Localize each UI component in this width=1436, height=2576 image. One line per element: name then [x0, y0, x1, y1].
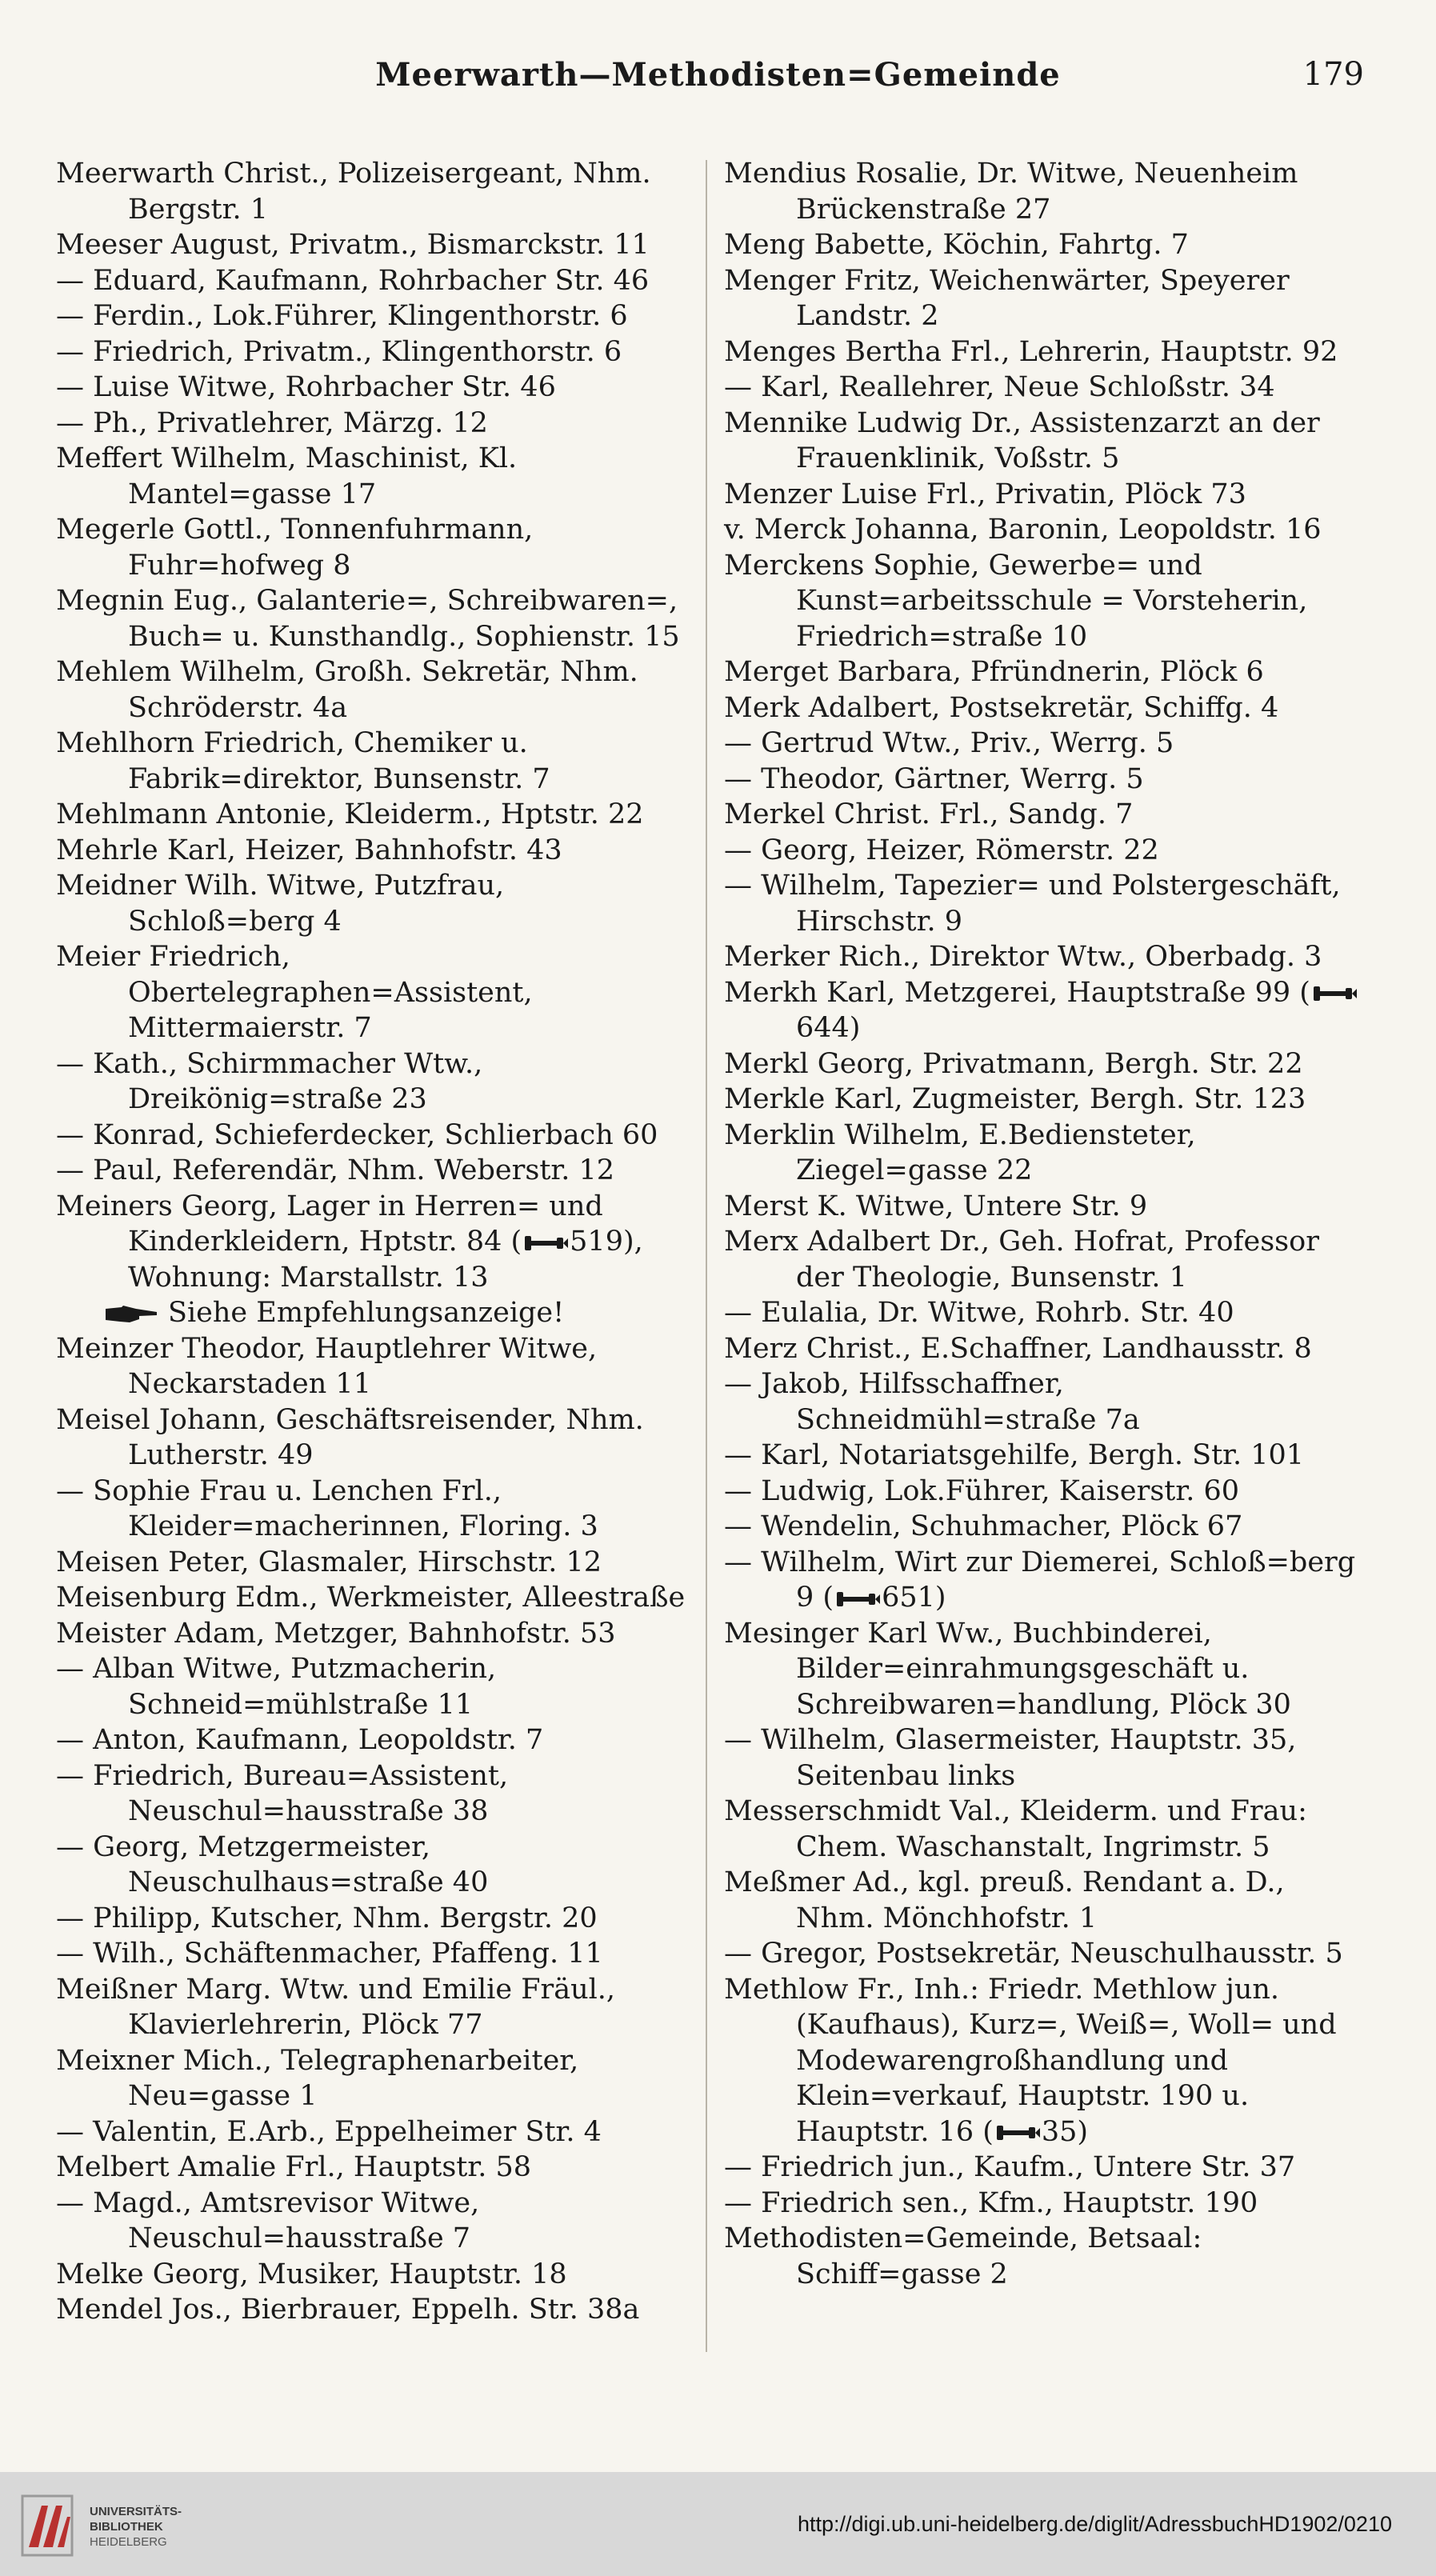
directory-entry: Merk Adalbert, Postsekretär, Schiffg. 4: [724, 691, 1279, 724]
directory-entry: — Magd., Amtsrevisor Witwe, Neuschul=hausstraße 7: [56, 2186, 480, 2254]
directory-entry: — Georg, Heizer, Römerstr. 22: [724, 834, 1159, 866]
directory-entry: — Alban Witwe, Putzmacherin, Schneid=mühlstraße 11: [56, 1653, 497, 1721]
directory-entry: — Wilhelm, Tapezier= und Polstergeschäft, Hirschstr. 9: [724, 870, 1341, 938]
directory-entry: Meisel Johann, Geschäftsreisender, Nhm. Lutherstr. 49: [56, 1403, 644, 1471]
directory-entry: — Friedrich, Privatm., Klingenthorstr. 6: [56, 335, 622, 368]
directory-entry: — Friedrich, Bureau=Assistent, Neuschul=hausstraße 38: [56, 1759, 509, 1827]
phone-number: 651): [882, 1582, 946, 1614]
directory-entry: — Wilh., Schäftenmacher, Pfaffeng. 11: [56, 1938, 603, 1970]
phone-number: 644): [796, 1012, 861, 1044]
directory-entry: Mehlmann Antonie, Kleiderm., Hptstr. 22: [56, 798, 644, 830]
directory-entry: Megerle Gottl., Tonnenfuhrmann, Fuhr=hofweg 8: [56, 514, 534, 582]
column-divider: [706, 160, 707, 2352]
directory-entry: Meixner Mich., Telegraphenarbeiter, Neu=gasse 1: [56, 2044, 579, 2112]
directory-entry: — Karl, Reallehrer, Neue Schloßstr. 34: [724, 371, 1275, 403]
directory-entry: — Gertrud Wtw., Priv., Werrg. 5: [724, 727, 1174, 759]
directory-entry: — Wendelin, Schuhmacher, Plöck 67: [724, 1510, 1243, 1542]
directory-entry: Mennike Ludwig Dr., Assistenzarzt an der Frauenklinik, Voßstr. 5: [724, 406, 1320, 474]
directory-entry: Merkh Karl, Metzgerei, Hauptstraße 99 (644): [724, 975, 1364, 1046]
page-number: 179: [1302, 56, 1364, 93]
directory-entry: Meßmer Ad., kgl. preuß. Rendant a. D., Nhm. Mönchhofstr. 1: [724, 1866, 1285, 1934]
library-logo-icon: [18, 2490, 82, 2562]
directory-entry: Meisenburg Edm., Werkmeister, Alleestraße: [56, 1582, 686, 1614]
directory-entry: — Philipp, Kutscher, Nhm. Bergstr. 20: [56, 1902, 598, 1934]
directory-entry: — Gregor, Postsekretär, Neuschulhausstr. 5: [724, 1938, 1343, 1970]
directory-entry: — Sophie Frau u. Lenchen Frl., Kleider=macherinnen, Floring. 3: [56, 1474, 598, 1542]
directory-entry: Meng Babette, Köchin, Fahrtg. 7: [724, 229, 1189, 261]
directory-entry: Merkl Georg, Privatmann, Bergh. Str. 22: [724, 1047, 1303, 1080]
directory-entry: — Ferdin., Lok.Führer, Klingenthorstr. 6: [56, 300, 628, 332]
directory-entry: Merkle Karl, Zugmeister, Bergh. Str. 123: [724, 1083, 1306, 1115]
directory-entry: — Georg, Metzgermeister, Neuschulhaus=straße 40: [56, 1830, 489, 1898]
directory-entry: Meidner Wilh. Witwe, Putzfrau, Schloß=berg 4: [56, 870, 505, 938]
directory-entry: Meisen Peter, Glasmaler, Hirschstr. 12: [56, 1546, 602, 1578]
pointing-hand-icon: [104, 1304, 160, 1325]
phone-number: 519),: [570, 1226, 643, 1258]
directory-entry: Merst K. Witwe, Untere Str. 9: [724, 1190, 1148, 1222]
directory-entry: Meeser August, Privatm., Bismarckstr. 11: [56, 229, 650, 261]
directory-entry: Mendius Rosalie, Dr. Witwe, Neuenheim Brückenstraße 27: [724, 158, 1298, 226]
directory-entry: Merkel Christ. Frl., Sandg. 7: [724, 798, 1134, 830]
directory-entry: Mehlhorn Friedrich, Chemiker u. Fabrik=direktor, Bunsenstr. 7: [56, 727, 550, 795]
phone-number: 35): [1041, 2115, 1089, 2148]
directory-entry: — Luise Witwe, Rohrbacher Str. 46: [56, 371, 556, 403]
directory-entry: — Anton, Kaufmann, Leopoldstr. 7: [56, 1724, 544, 1756]
directory-entry: Merz Christ., E.Schaffner, Landhausstr. 8: [724, 1332, 1312, 1365]
directory-entry: Methodisten=Gemeinde, Betsaal: Schiff=gasse 2: [724, 2222, 1202, 2290]
directory-entry: — Konrad, Schieferdecker, Schlierbach 60: [56, 1118, 658, 1151]
directory-entry: — Karl, Notariatsgehilfe, Bergh. Str. 101: [724, 1439, 1305, 1471]
directory-entry: Mesinger Karl Ww., Buchbinderei, Bilder=einrahmungsgeschäft u. Schreibwaren=handlung, Plöck 30: [724, 1617, 1291, 1721]
telephone-handset-icon: [994, 2123, 1042, 2142]
directory-entry: — Paul, Referendär, Nhm. Weberstr. 12: [56, 1154, 615, 1186]
directory-entry: — Ph., Privatlehrer, Märzg. 12: [56, 406, 488, 439]
directory-entry: Menges Bertha Frl., Lehrerin, Hauptstr. 92: [724, 335, 1338, 368]
directory-entry: Melke Georg, Musiker, Hauptstr. 18: [56, 2258, 567, 2290]
directory-entry: Meier Friedrich, Obertelegraphen=Assistent, Mittermaierstr. 7: [56, 941, 533, 1044]
directory-entry: — Kath., Schirmmacher Wtw., Dreikönig=straße 23: [56, 1047, 483, 1115]
source-url-link[interactable]: http://digi.ub.uni-heidelberg.de/diglit/AdressbuchHD1902/0210: [797, 2512, 1392, 2536]
directory-entry: — Friedrich jun., Kaufm., Untere Str. 37: [724, 2151, 1296, 2183]
directory-entry: — Jakob, Hilfsschaffner, Schneidmühl=straße 7a: [724, 1368, 1140, 1436]
running-title: Meerwarth—Methodisten=Gemeinde: [375, 56, 1061, 94]
directory-entry: Meißner Marg. Wtw. und Emilie Fräul., Klavierlehrerin, Plöck 77: [56, 1973, 616, 2041]
library-logo-text: UNIVERSITÄTS- BIBLIOTHEK HEIDELBERG: [90, 2505, 182, 2549]
directory-entry: Merget Barbara, Pfründnerin, Plöck 6: [724, 656, 1264, 688]
directory-entry: Menger Fritz, Weichenwärter, Speyerer Landstr. 2: [724, 264, 1290, 332]
notice-line: Siehe Empfehlungsanzeige!: [56, 1295, 696, 1331]
directory-entry: Methlow Fr., Inh.: Friedr. Methlow jun. (Kaufhaus), Kurz=, Weiß=, Woll= und Modewarengroßhandlung und Klein=verkauf, Hauptstr. 190 u. Hauptstr. 16 ( 35): [724, 1973, 1337, 2148]
directory-entry: Mendel Jos., Bierbrauer, Eppelh. Str. 38a: [56, 2294, 640, 2326]
directory-entry: — Valentin, E.Arb., Eppelheimer Str. 4: [56, 2115, 602, 2148]
directory-entry: Merckens Sophie, Gewerbe= und Kunst=arbeitsschule = Vorsteherin, Friedrich=straße 10: [724, 549, 1308, 653]
directory-entry: — Theodor, Gärtner, Werrg. 5: [724, 762, 1144, 795]
directory-entry: Melbert Amalie Frl., Hauptstr. 58: [56, 2151, 532, 2183]
telephone-handset-icon: [522, 1234, 570, 1253]
directory-entry: — Eduard, Kaufmann, Rohrbacher Str. 46: [56, 264, 650, 297]
directory-entry: Megnin Eug., Galanterie=, Schreibwaren=, Buch= u. Kunsthandlg., Sophienstr. 15: [56, 585, 680, 653]
directory-entry: — Eulalia, Dr. Witwe, Rohrb. Str. 40: [724, 1297, 1234, 1329]
directory-entry: — Friedrich sen., Kfm., Hauptstr. 190: [724, 2186, 1258, 2219]
telephone-handset-icon: [834, 1590, 882, 1609]
directory-entry: Merx Adalbert Dr., Geh. Hofrat, Professor der Theologie, Bunsenstr. 1: [724, 1226, 1319, 1294]
directory-entry: Mehlem Wilhelm, Großh. Sekretär, Nhm. Schröderstr. 4a: [56, 656, 638, 724]
telephone-handset-icon: [1310, 984, 1358, 1003]
directory-entry: Meiners Georg, Lager in Herren= und Kinderkleidern, Hptstr. 84 ( 519), Wohnung: Marstallstr. 13: [56, 1190, 643, 1294]
directory-entry: Merker Rich., Direktor Wtw., Oberbadg. 3: [724, 941, 1322, 973]
directory-entry: Meffert Wilhelm, Maschinist, Kl. Mantel=gasse 17: [56, 442, 518, 510]
directory-entry: Mehrle Karl, Heizer, Bahnhofstr. 43: [56, 834, 562, 866]
directory-entry: Menzer Luise Frl., Privatin, Plöck 73: [724, 478, 1246, 510]
right-column: [724, 156, 1364, 2292]
directory-entry: Merklin Wilhelm, E.Bediensteter, Ziegel=gasse 22: [724, 1118, 1196, 1186]
directory-entry: Meister Adam, Metzger, Bahnhofstr. 53: [56, 1617, 616, 1650]
directory-entry: Messerschmidt Val., Kleiderm. und Frau: Chem. Waschanstalt, Ingrimstr. 5: [724, 1795, 1307, 1863]
running-head: [48, 56, 1388, 112]
left-column: [56, 156, 696, 2328]
directory-entry: — Ludwig, Lok.Führer, Kaiserstr. 60: [724, 1474, 1240, 1507]
directory-entry: Meerwarth Christ., Polizeisergeant, Nhm. Bergstr. 1: [56, 158, 651, 226]
library-logo[interactable]: [18, 2490, 210, 2562]
directory-entry: — Wilhelm, Glasermeister, Hauptstr. 35, Seitenbau links: [724, 1724, 1297, 1792]
directory-entry: v. Merck Johanna, Baronin, Leopoldstr. 16: [724, 514, 1322, 546]
directory-entry: Meinzer Theodor, Hauptlehrer Witwe, Neckarstaden 11: [56, 1332, 598, 1400]
directory-entry: — Wilhelm, Wirt zur Diemerei, Schloß=berg 9 ( 651): [724, 1546, 1356, 1614]
footer-bar: [0, 2472, 1436, 2576]
